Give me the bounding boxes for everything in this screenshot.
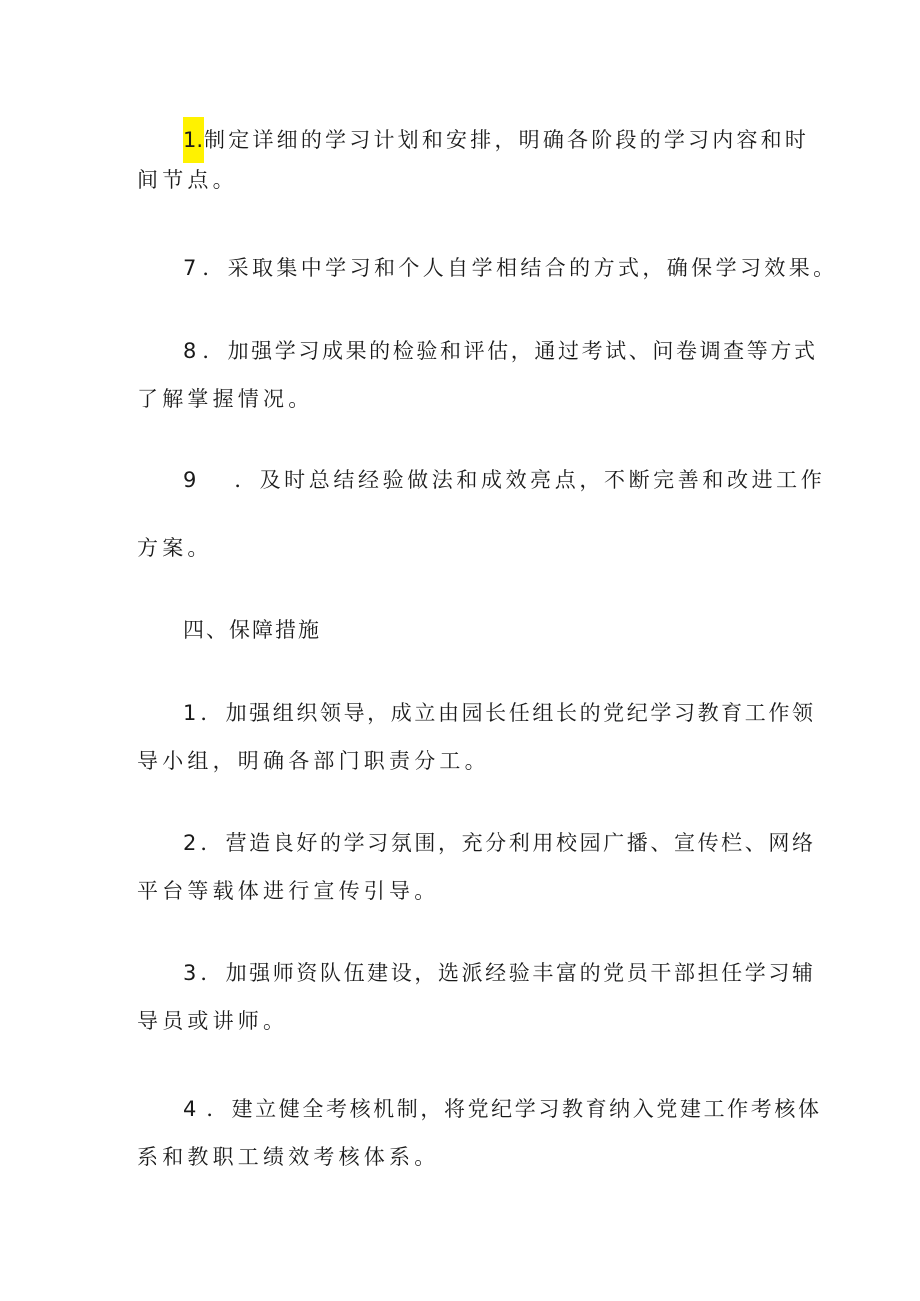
measure-text: 加强组织领导，成立由园长任组长的党纪学习教育工作领 (225, 701, 816, 725)
item-text: 加强学习成果的检验和评估，通过考试、问卷调查等方式 (227, 339, 818, 363)
measure-1-line (183, 698, 816, 728)
measure-1-continuation: 导小组，明确各部门职责分工。 (137, 749, 490, 773)
measure-2-continuation: 平台等载体进行宣传引导。 (137, 879, 440, 903)
item-1-line (183, 117, 809, 163)
measure-number: 4 (183, 1097, 197, 1121)
item-7-line (183, 253, 838, 283)
item-number-highlighted: 1. (183, 117, 204, 163)
measure-4-line (183, 1094, 822, 1124)
item-8-line (183, 336, 818, 366)
item-9-line (183, 465, 825, 495)
measure-4-continuation: 系和教职工绩效考核体系。 (137, 1145, 440, 1169)
measure-number: 1 (183, 701, 197, 725)
item-9-continuation: 方案。 (137, 536, 213, 560)
measure-text: 加强师资队伍建设，选派经验丰富的党员干部担任学习辅 (225, 961, 816, 985)
measure-number: 2 (183, 831, 197, 855)
item-text: 采取集中学习和个人自学相结合的方式，确保学习效果。 (227, 256, 838, 280)
section-heading: 四、保障措施 (183, 618, 321, 642)
measure-number: 3 (183, 961, 197, 985)
measure-2-line (183, 828, 816, 858)
measure-3-line (183, 958, 816, 988)
item-separator: ． (202, 339, 228, 363)
measure-separator: ． (200, 701, 226, 725)
item-8-continuation: 了解掌握情况。 (137, 387, 314, 411)
item-separator: ． (202, 256, 228, 280)
measure-separator: ． (206, 1097, 232, 1121)
item-separator: ． (234, 468, 260, 492)
item-number: 7 (183, 256, 197, 280)
measure-text: 建立健全考核机制，将党纪学习教育纳入党建工作考核体 (231, 1097, 822, 1121)
measure-3-continuation: 导员或讲师。 (137, 1009, 289, 1033)
measure-separator: ． (200, 831, 226, 855)
item-text: 制定详细的学习计划和安排，明确各阶段的学习内容和时 (204, 128, 810, 152)
item-number: 9 (183, 468, 197, 492)
measure-text: 营造良好的学习氛围，充分利用校园广播、宣传栏、网络 (225, 831, 816, 855)
measure-separator: ． (200, 961, 226, 985)
item-number: 8 (183, 339, 197, 363)
item-text: 及时总结经验做法和成效亮点，不断完善和改进工作 (259, 468, 826, 492)
item-1-continuation: 间节点。 (137, 168, 238, 192)
